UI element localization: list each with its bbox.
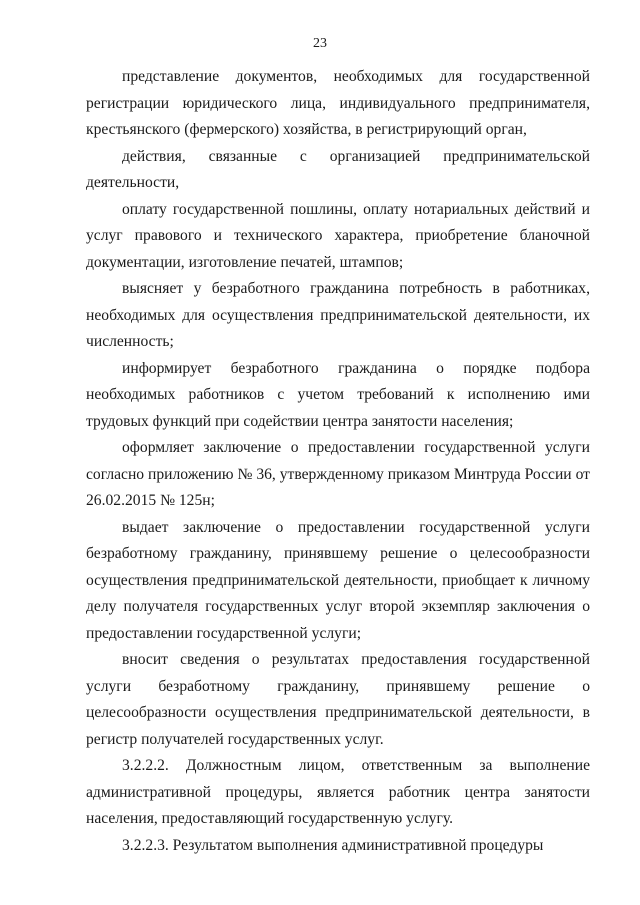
paragraph-conclusion-issue: выдает заключение о предоставлении государственной услуги безработному гражданину, принявшему решение о целесообразности осуществления предпринимательской деятельности, приобщает к личному делу получателя государственных услуг второй экземпляр заключения о предоставлении государственной услуги;	[86, 518, 590, 642]
paragraph-organization-actions: действия, связанные с организацией предпринимательской деятельности,	[86, 147, 590, 191]
paragraph-procedure-result: 3.2.2.3. Результатом выполнения административной процедуры	[122, 836, 544, 854]
paragraph-responsible-official: 3.2.2.2. Должностным лицом, ответственным за выполнение административной процедуры, является работник центра занятости населения, предоставляющий государственную услугу.	[86, 757, 590, 827]
paragraph-hiring-information: информирует безработного гражданина о порядке подбора необходимых работников с учетом требований к исполнению ими трудовых функций при содействии центра занятости населения;	[86, 359, 590, 430]
paragraph-fees-payment: оплату государственной пошлины, оплату нотариальных действий и услуг правового и технического характера, приобретение бланочной документации, изготовление печатей, штампов;	[86, 200, 590, 271]
page-number: 23	[313, 36, 327, 51]
document-body	[86, 64, 590, 859]
paragraph-conclusion-preparation: оформляет заключение о предоставлении государственной услуги согласно приложению № 36, утвержденному приказом Минтруда России от 26.02.2015 № 125н;	[86, 439, 590, 509]
paragraph-registration-documents: представление документов, необходимых для государственной регистрации юридического лица, индивидуального предпринимателя, крестьянского (фермерского) хозяйства, в регистрирующий орган,	[86, 68, 590, 138]
paragraph-register-entry: вносит сведения о результатах предоставления государственной услуги безработному гражданину, принявшему решение о целесообразности осуществления предпринимательской деятельности, в регистр получателей государственных услуг.	[86, 651, 590, 748]
paragraph-workforce-needs: выясняет у безработного гражданина потребность в работниках, необходимых для осуществления предпринимательской деятельности, их численность;	[86, 280, 590, 350]
